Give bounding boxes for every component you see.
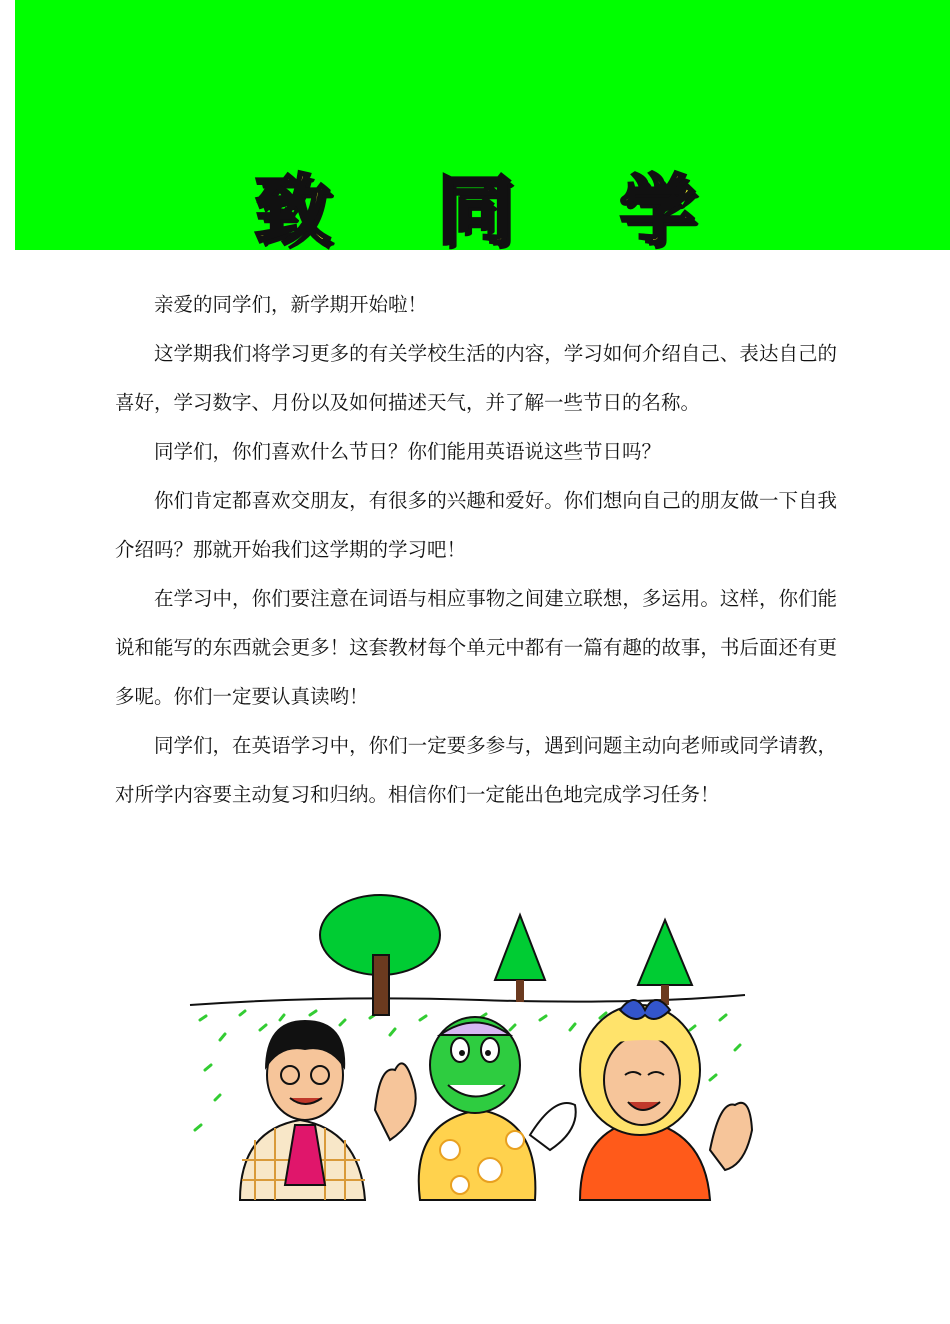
paragraph-study-tips: 在学习中，你们要注意在词语与相应事物之间建立联想，多运用。这样，你们能说和能写的东西就会更多！这套教材每个单元中都有一篇有趣的故事，书后面还有更多呢。你们一定要认真读哟！	[115, 587, 837, 708]
paragraph-semester: 这学期我们将学习更多的有关学校生活的内容，学习如何介绍自己、表达自己的喜好，学习数字、月份以及如何描述天气，并了解一些节日的名称。	[115, 342, 837, 414]
cartoon-children-waving-icon	[180, 880, 780, 1220]
letter-body	[115, 280, 837, 819]
boy-figure	[240, 1020, 416, 1200]
girl-figure	[580, 1000, 752, 1200]
page-title: 致 同 学	[254, 166, 736, 255]
paragraph-festivals: 同学们，你们喜欢什么节日？你们能用英语说这些节日吗？	[154, 440, 662, 463]
paragraph-encouragement: 同学们，在英语学习中，你们一定要多参与，遇到问题主动向老师或同学请教，对所学内容要主动复习和归纳。相信你们一定能出色地完成学习任务！	[115, 734, 837, 806]
paragraph-greeting: 亲爱的同学们，新学期开始啦！	[154, 293, 428, 316]
turtle-figure	[419, 1017, 576, 1200]
paragraph-friends: 你们肯定都喜欢交朋友，有很多的兴趣和爱好。你们想向自己的朋友做一下自我介绍吗？那就开始我们这学期的学习吧！	[115, 489, 837, 561]
